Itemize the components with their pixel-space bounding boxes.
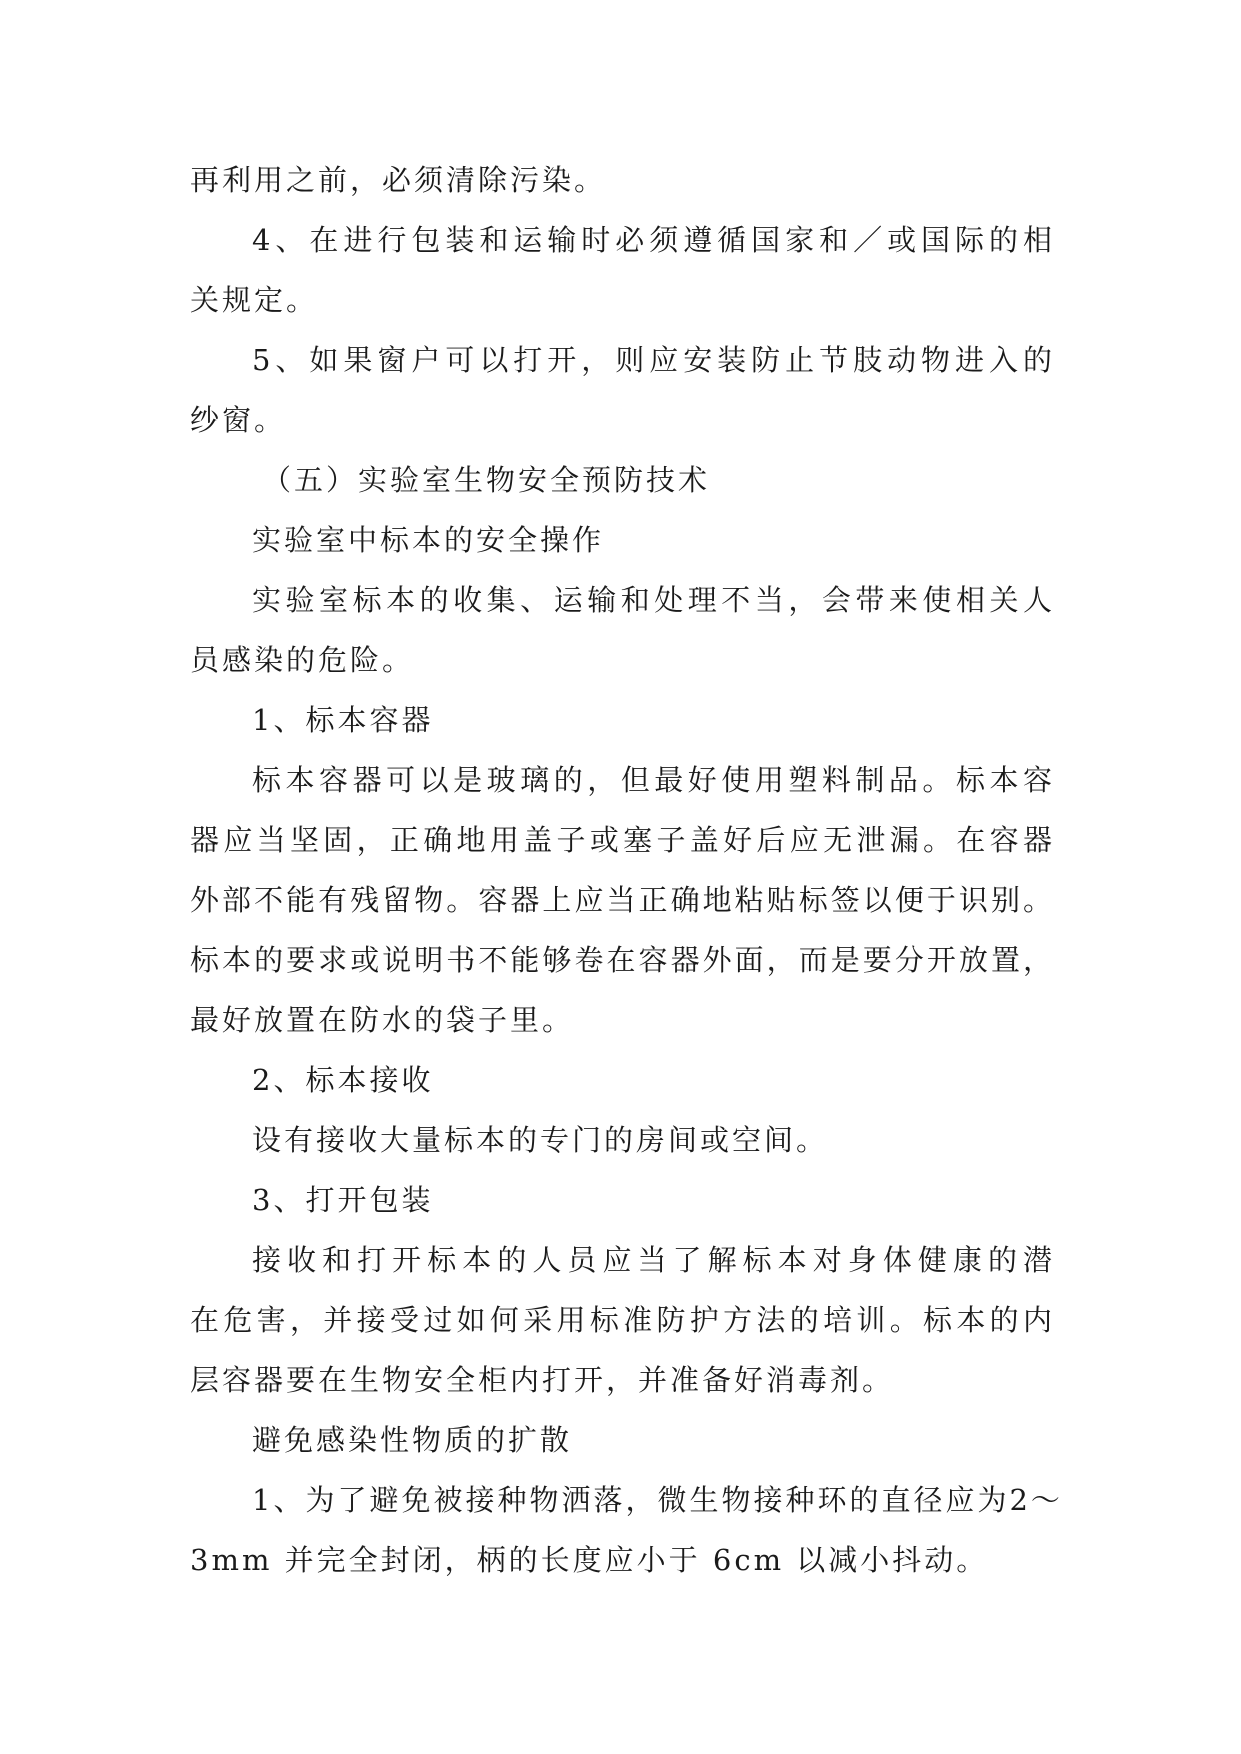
- item-heading: 2、标本接收: [252, 1063, 434, 1097]
- paragraph-line: 1、为了避免被接种物洒落，微生物接种环的直径应为2～: [252, 1483, 1063, 1517]
- paragraph-line: 器应当坚固，正确地用盖子或塞子盖好后应无泄漏。在容器: [190, 823, 1055, 857]
- paragraph-line: 4、在进行包装和运输时必须遵循国家和／或国际的相: [252, 223, 1055, 257]
- paragraph-line: 在危害，并接受过如何采用标准防护方法的培训。标本的内: [190, 1303, 1055, 1337]
- paragraph-line: 关规定。: [190, 283, 319, 317]
- paragraph-line: 层容器要在生物安全柜内打开，并准备好消毒剂。: [190, 1363, 895, 1397]
- item-heading: 3、打开包装: [252, 1183, 434, 1217]
- paragraph-line: 3mm 并完全封闭，柄的长度应小于 6cm 以减小抖动。: [190, 1543, 989, 1577]
- paragraph-line: 接收和打开标本的人员应当了解标本对身体健康的潜: [252, 1243, 1055, 1277]
- paragraph-line: 标本的要求或说明书不能够卷在容器外面，而是要分开放置，: [190, 943, 1055, 977]
- paragraph-line: 设有接收大量标本的专门的房间或空间。: [252, 1123, 829, 1157]
- paragraph-line: 5、如果窗户可以打开，则应安装防止节肢动物进入的: [252, 343, 1055, 377]
- subsection-heading: 避免感染性物质的扩散: [252, 1423, 573, 1457]
- section-heading: （五）实验室生物安全预防技术: [262, 463, 711, 497]
- subsection-heading: 实验室中标本的安全操作: [252, 523, 605, 557]
- paragraph-line: 员感染的危险。: [190, 643, 415, 677]
- item-heading: 1、标本容器: [252, 703, 434, 737]
- paragraph-line: 纱窗。: [190, 403, 287, 437]
- paragraph-line: 外部不能有残留物。容器上应当正确地粘贴标签以便于识别。: [190, 883, 1055, 917]
- paragraph-line: 再利用之前，必须清除污染。: [190, 163, 607, 197]
- paragraph-line: 最好放置在防水的袋子里。: [190, 1003, 575, 1037]
- document-page: [190, 150, 1063, 1590]
- paragraph-line: 标本容器可以是玻璃的，但最好使用塑料制品。标本容: [252, 763, 1055, 797]
- paragraph-line: 实验室标本的收集、运输和处理不当，会带来使相关人: [252, 583, 1055, 617]
